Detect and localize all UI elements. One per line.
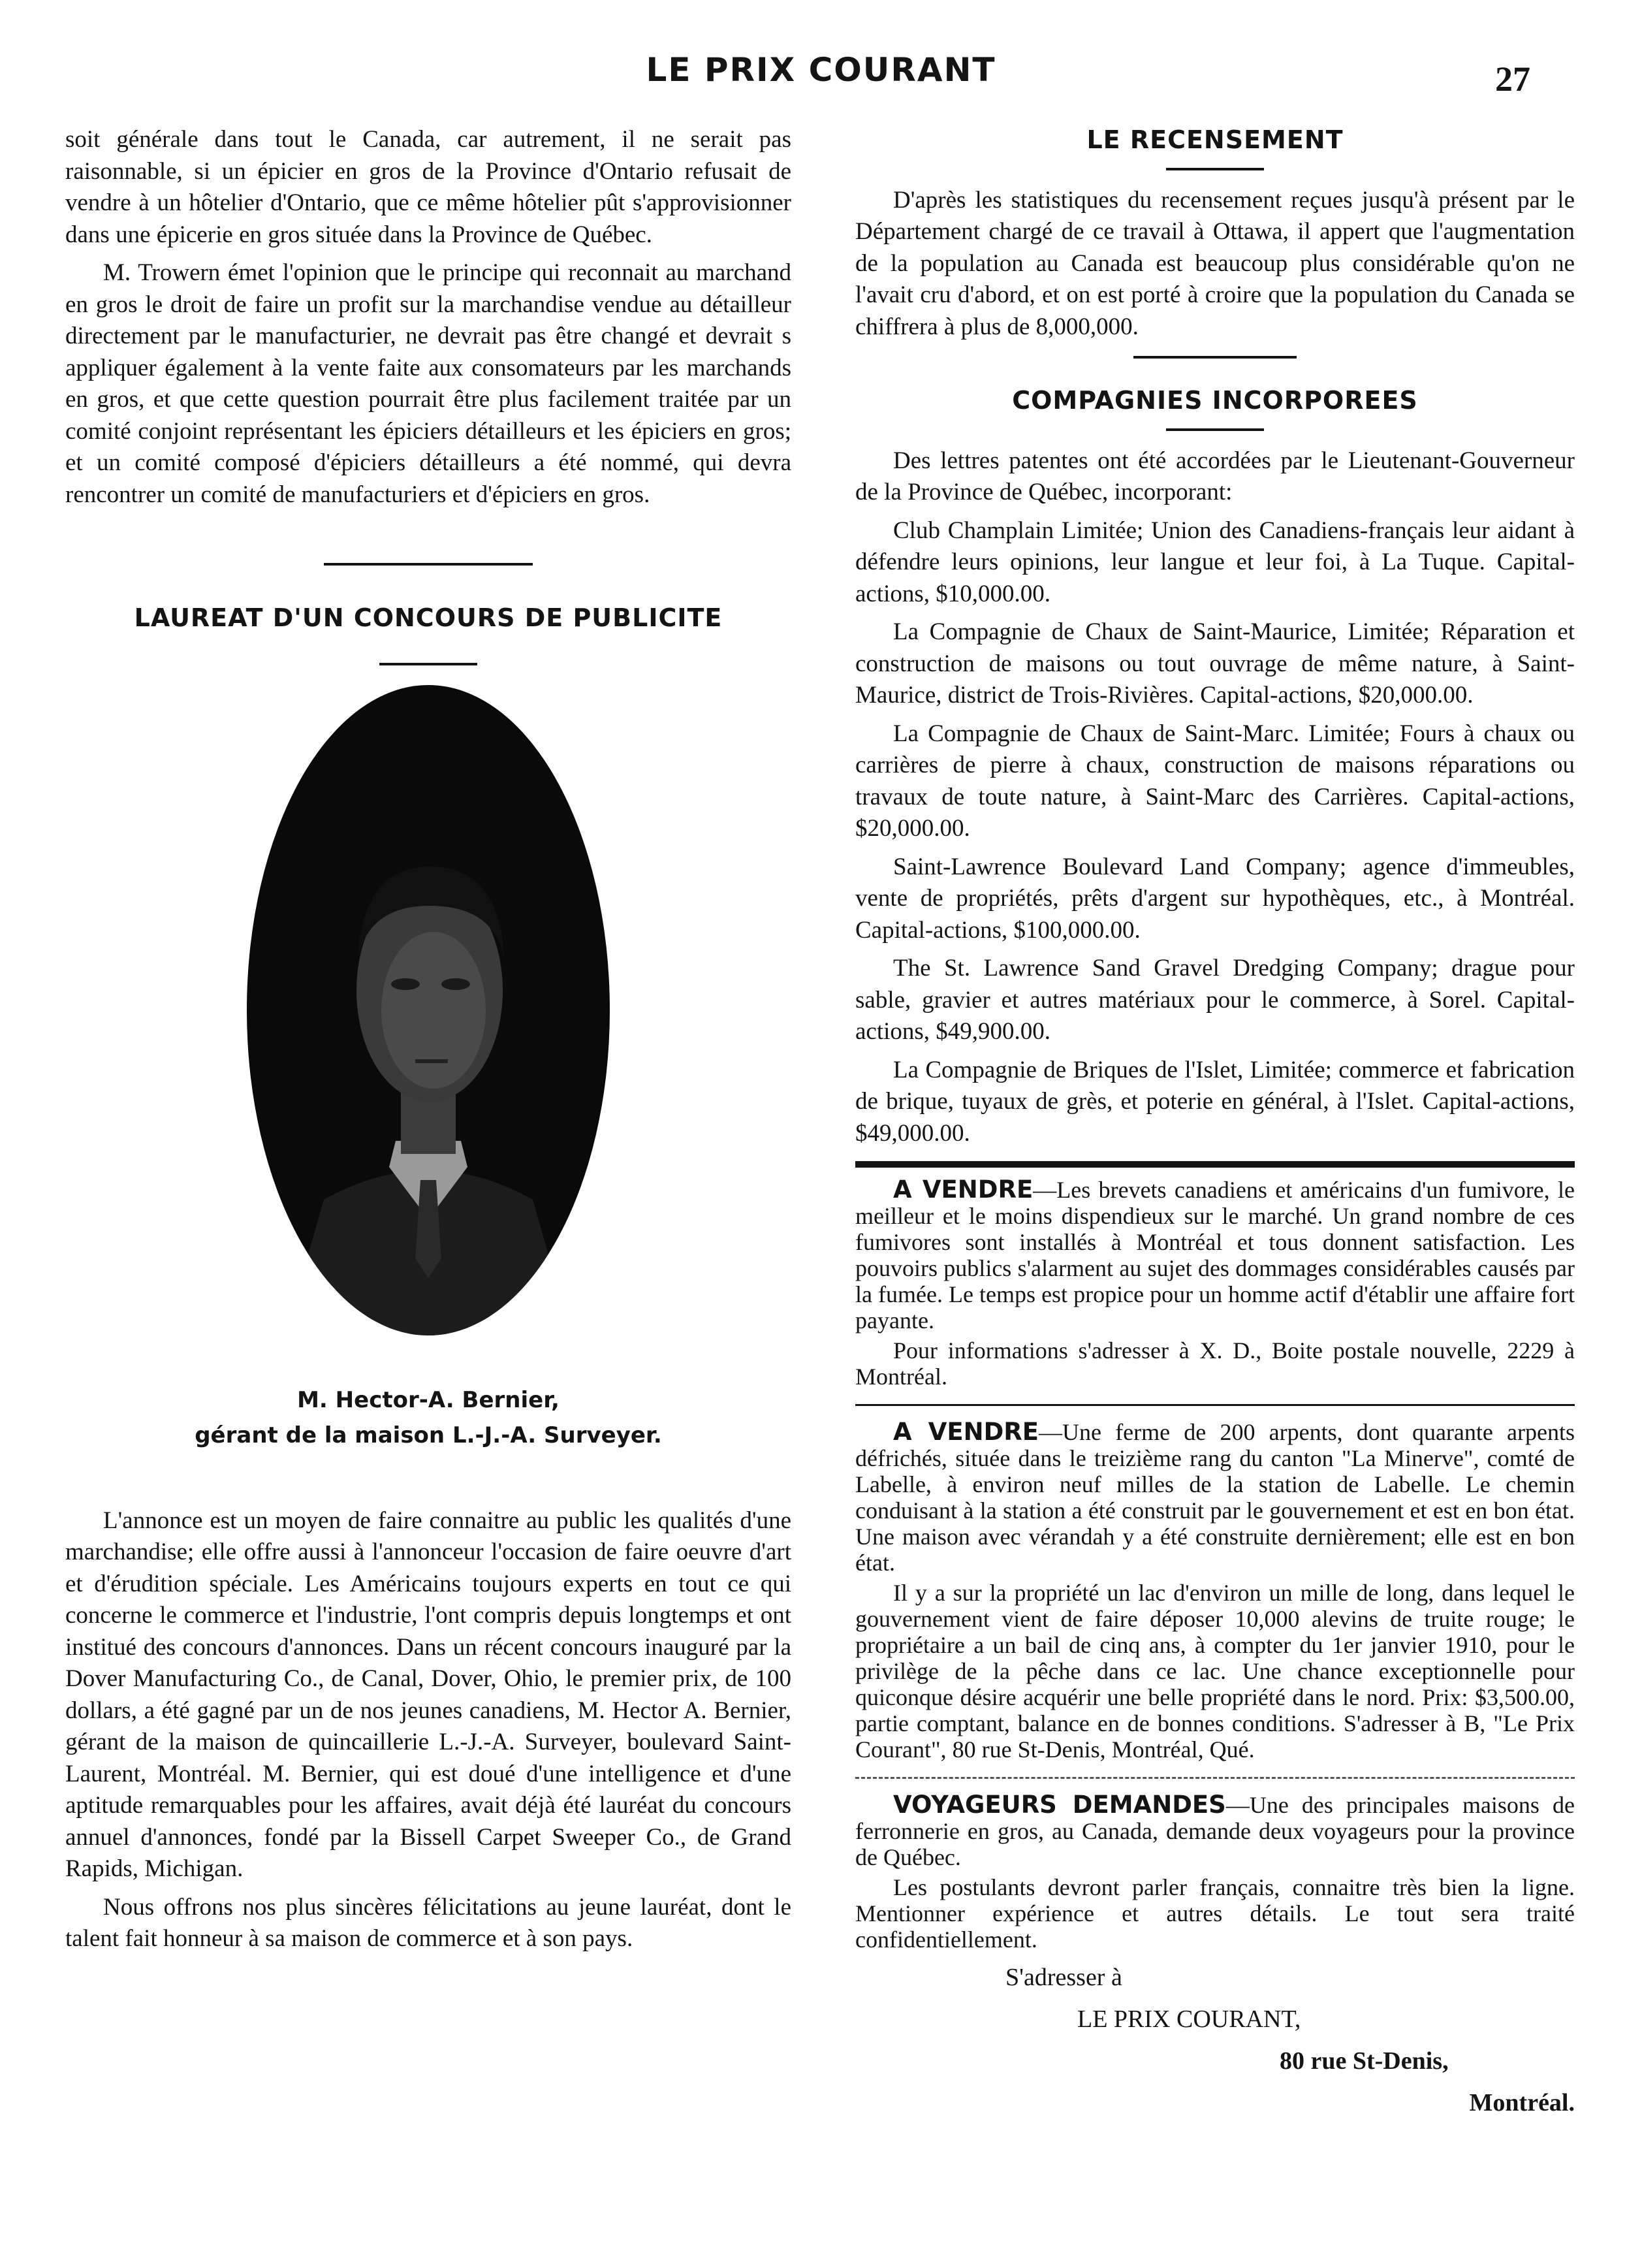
page-header [0,46,1642,98]
paragraph: Nous offrons nos plus sincères félicitations au jeune lauréat, dont le talent fait honneur à sa maison de commerce et à son pays. [65,1893,791,1952]
portrait [245,684,611,1337]
ad-text: Les postulants devront parler français, connaitre très bien la ligne. Mentionner expérience et autres détails. Le tout sera traité confidentiellement. [855,1874,1575,1953]
paragraph: M. Trowern émet l'opinion que le principe qui reconnait au marchand en gros le droit de faire un profit sur la marchandise vendue au détailleur directement par le manufacturier, ne devrait pas être changé et devrait s appliquer également à la vente faite aux consomateurs par les marchands en gros, et que cette question pourrait être plus facilement traitée par un comité conjoint représentant les épiciers détailleurs et les épiciers en gros; et un comité composé d'épiciers détailleurs a été nommé, qui devra rencontrer un comité de manufacturiers et d'épiciers en gros. [65,259,791,508]
ad-lead: VOYAGEURS DEMANDES [893,1791,1226,1819]
recensement-heading: LE RECENSEMENT [1086,125,1344,154]
classified-ad-fumivore [855,1177,1575,1390]
ad-text: Il y a sur la propriété un lac d'environ un mille de long, dans lequel le gouvernement vient de faire déposer 10,000 alevins de truite rouge; le propriétaire a un bail de cinq ans, à compter du 1er janvier 1910, pour le privilège de la pêche dans ce lac. Une chance exceptionnelle pour quiconque désire acquérir une belle propriété dans le nord. Prix: $3,500.00, partie comptant, balance en de bonnes conditions. S'adresser à B, "Le Prix Courant", 80 rue St-Denis, Montréal, Qué. [855,1580,1575,1763]
paragraph: Des lettres patentes ont été accordées par le Lieutenant-Gouverneur de la Province de Québec, incorporant: [855,447,1575,505]
ad-lead: A VENDRE [893,1418,1039,1446]
heading-rule [1166,428,1264,431]
portrait-photo [245,684,611,1337]
section-divider [855,1777,1575,1779]
ad-text: —Une des principales maisons de ferronnerie en gros, au Canada, demande deux voyageurs pour la province de Québec. [855,1792,1575,1870]
portrait-caption-name: M. Hector-A. Bernier, [297,1386,560,1413]
address-intro: S'adresser à [1005,1964,1122,1991]
paragraph: D'après les statistiques du recensement reçues jusqu'à présent par le Département chargé de ce travail à Ottawa, il appert que l'augmentation de la population au Canada est beaucoup plus considérable qu'on ne l'avait cru d'abord, et on est porté à croire que la population du Canada se chiffrera à plus de 8,000,000. [855,186,1575,340]
classified-ad-ferme [855,1419,1575,1763]
left-column [65,124,791,1962]
ad-contact: Pour informations s'adresser à X. D., Boite postale nouvelle, 2229 à Montréal. [855,1337,1575,1390]
ad-text: —Une ferme de 200 arpents, dont quarante arpents défrichés, située dans le treizième rang du canton "La Minerve", comté de Labelle, à environ neuf milles de la station de Labelle. Le chemin conduisant à la station a été construit par le gouvernement et est en bon état. Une maison avec vérandah y a été construite dernièrement; elle est en bon état. [855,1419,1575,1576]
paragraph: The St. Lawrence Sand Gravel Dredging Company; drague pour sable, gravier et autres matériaux pour le commerce, à Sorel. Capital-actions, $49,900.00. [855,955,1575,1045]
section-divider [855,1404,1575,1406]
ad-address [855,1957,1575,2124]
right-column [855,124,1575,2124]
paragraph: soit générale dans tout le Canada, car autrement, il ne serait pas raisonnable, si un épicier en gros de la Province d'Ontario refusait de vendre à un hôtelier d'Ontario, que ce même hôtelier pût s'approvisionner dans une épicerie en gros située dans la Province de Québec. [65,126,791,248]
running-head: LE PRIX COURANT [646,51,996,89]
section-divider [855,1161,1575,1168]
heading-rule [1166,168,1264,170]
laureat-heading: LAUREAT D'UN CONCOURS DE PUBLICITE [134,603,723,632]
section-divider [1133,356,1297,359]
address-street: 80 rue St-Denis, [1280,2047,1449,2075]
heading-rule [379,663,477,665]
compagnies-heading: COMPAGNIES INCORPOREES [1012,386,1418,415]
portrait-caption-role: gérant de la maison L.-J.-A. Surveyer. [195,1422,662,1448]
address-name: LE PRIX COURANT, [1077,2005,1301,2033]
paragraph: Saint-Lawrence Boulevard Land Company; agence d'immeubles, vente de propriétés, prêts d'argent sur hypothèques, etc., à Montréal. Capital-actions, $100,000.00. [855,853,1575,944]
ad-text: —Les brevets canadiens et américains d'un fumivore, le meilleur et le moins dispendieux sur le marché. Un grand nombre de ces fumivores sont installés à Montréal et tous donnent satisfaction. Les pouvoirs publics s'alarment au sujet des dommages considérables causés par la fumée. Le temps est propice pour un homme actif d'établir une affaire fort payante. [855,1177,1575,1334]
paragraph: Club Champlain Limitée; Union des Canadiens-français leur aidant à défendre leurs opinions, leur langue et leur foi, à La Tuque. Capital-actions, $10,000.00. [855,517,1575,607]
ad-lead: A VENDRE [893,1175,1034,1204]
paragraph: La Compagnie de Chaux de Saint-Maurice, Limitée; Réparation et construction de maisons ou tout ouvrage de même nature, à Saint-Maurice, district de Trois-Rivières. Capital-actions, $20,000.00. [855,618,1575,709]
paragraph: La Compagnie de Briques de l'Islet, Limitée; commerce et fabrication de brique, tuyaux de grès, et poterie en général, à l'Islet. Capital-actions, $49,000.00. [855,1056,1575,1147]
paragraph: La Compagnie de Chaux de Saint-Marc. Limitée; Fours à chaux ou carrières de pierre à chaux, construction de maisons réparations ou travaux de toute nature, à Saint-Marc des Carrières. Capital-actions, $20,000.00. [855,720,1575,842]
classified-ad-voyageurs [855,1792,1575,1953]
paragraph: L'annonce est un moyen de faire connaitre au public les qualités d'une marchandise; elle offre aussi à l'annonceur l'occasion de faire oeuvre d'art et d'érudition spéciale. Les Américains toujours experts en tout ce qui concerne le commerce et l'industrie, l'ont compris depuis longtemps et ont institué des concours d'annonces. Dans un récent concours inauguré par la Dover Manufacturing Co., de Canal, Dover, Ohio, le premier prix, de 100 dollars, a été gagné par un de nos jeunes canadiens, M. Hector A. Bernier, gérant de la maison de quincaillerie L.-J.-A. Surveyer, boulevard Saint-Laurent, Montréal. M. Bernier, qui est doué d'une intelligence et d'une aptitude remarquables pour les affaires, avait déjà été lauréat du concours annuel d'annonces, fondé par la Bissell Carpet Sweeper Co., de Grand Rapids, Michigan. [65,1507,791,1882]
page-number: 27 [1495,59,1530,99]
address-city: Montréal. [1469,2089,1575,2116]
